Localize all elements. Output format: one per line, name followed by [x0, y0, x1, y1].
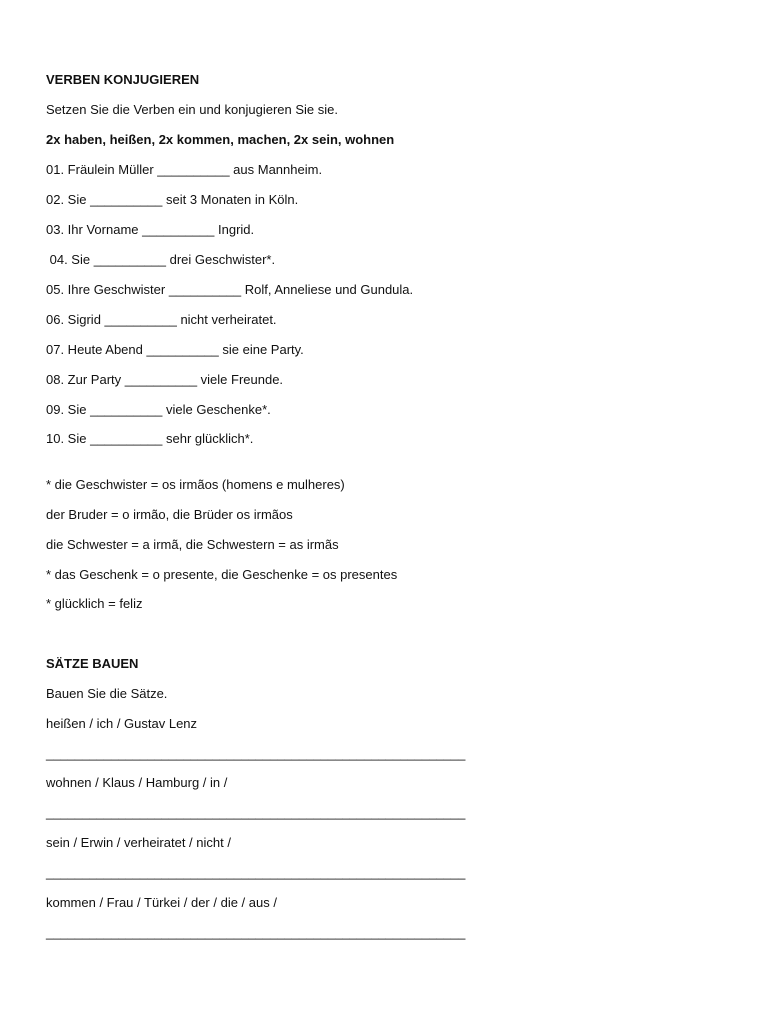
note-gluecklich: * glücklich = feliz [46, 596, 143, 611]
sentence-prompt-1: heißen / ich / Gustav Lenz [46, 716, 198, 731]
section-instruction-build: Bauen Sie die Sätze. [46, 686, 168, 701]
section-instruction-conjugate: Setzen Sie die Verben ein und konjugieren Sie sie. [46, 102, 338, 117]
answer-line-2: __________________________________________________________ [46, 805, 466, 820]
note-geschenk: * das Geschenk = o presente, die Geschenke = os presentes [46, 567, 398, 582]
exercise-item-07: 07. Heute Abend __________ sie eine Party. [46, 342, 304, 357]
answer-line-3: __________________________________________________________ [46, 865, 466, 880]
sentence-prompt-3: sein / Erwin / verheiratet / nicht / [46, 835, 231, 850]
exercise-item-05: 05. Ihre Geschwister __________ Rolf, Anneliese und Gundula. [46, 282, 414, 297]
exercise-item-10: 10. Sie __________ sehr glücklich*. [46, 431, 254, 446]
section-title-conjugate: VERBEN KONJUGIEREN [46, 72, 200, 87]
note-bruder: der Bruder = o irmão, die Brüder os irmãos [46, 507, 293, 522]
note-geschwister: * die Geschwister = os irmãos (homens e mulheres) [46, 477, 345, 492]
exercise-item-03: 03. Ihr Vorname __________ Ingrid. [46, 222, 255, 237]
answer-line-1: __________________________________________________________ [46, 746, 466, 761]
exercise-item-01: 01. Fräulein Müller __________ aus Mannheim. [46, 162, 323, 177]
answer-line-4: __________________________________________________________ [46, 925, 466, 940]
exercise-item-04: 04. Sie __________ drei Geschwister*. [46, 252, 276, 267]
sentence-prompt-2: wohnen / Klaus / Hamburg / in / [46, 775, 228, 790]
sentence-prompt-4: kommen / Frau / Türkei / der / die / aus / [46, 895, 277, 910]
section-title-build: SÄTZE BAUEN [46, 656, 139, 671]
exercise-item-06: 06. Sigrid __________ nicht verheiratet. [46, 312, 277, 327]
exercise-item-09: 09. Sie __________ viele Geschenke*. [46, 402, 271, 417]
note-schwester: die Schwester = a irmã, die Schwestern = as irmãs [46, 537, 339, 552]
verb-list: 2x haben, heißen, 2x kommen, machen, 2x sein, wohnen [46, 132, 395, 147]
exercise-item-08: 08. Zur Party __________ viele Freunde. [46, 372, 284, 387]
exercise-item-02: 02. Sie __________ seit 3 Monaten in Köln. [46, 192, 299, 207]
